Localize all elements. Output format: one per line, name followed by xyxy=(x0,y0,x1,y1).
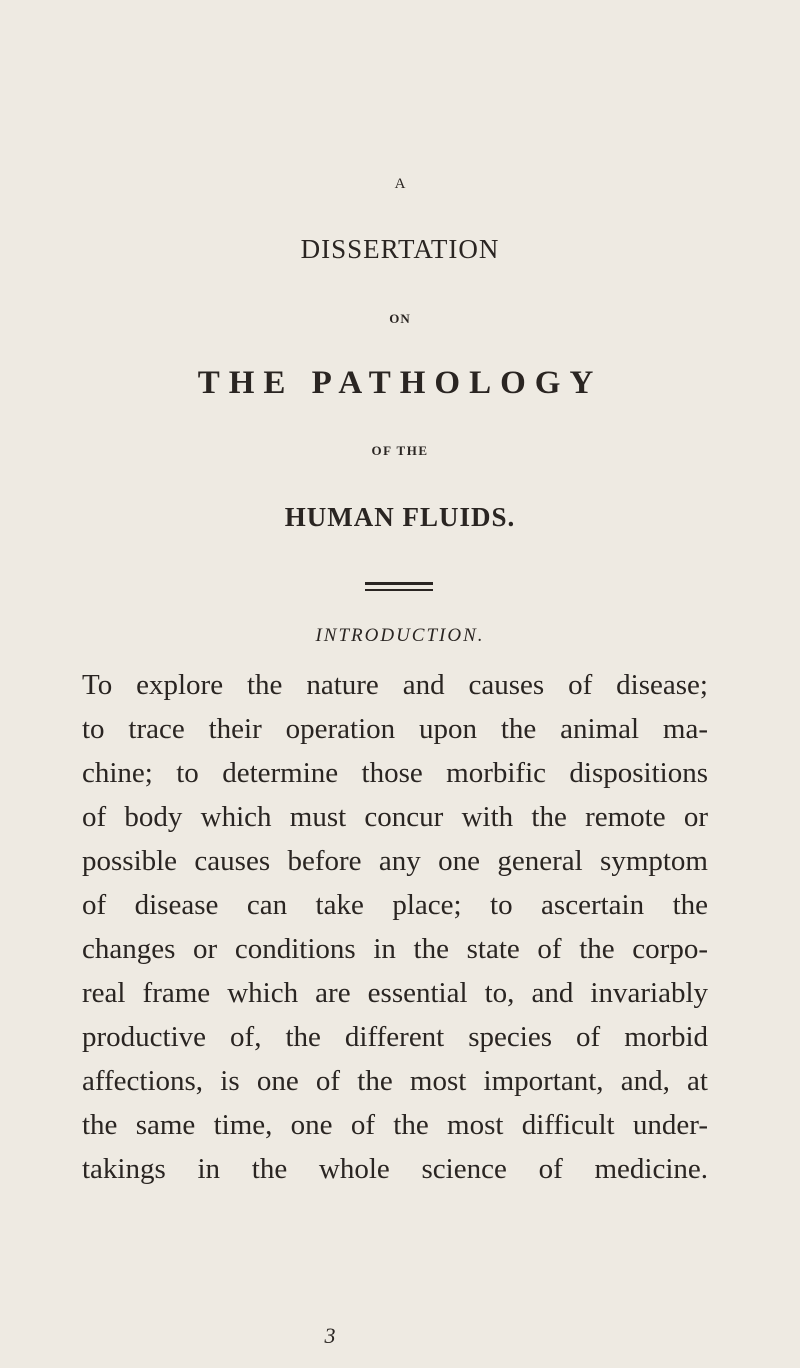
body-line: of body which must concur with the remote or xyxy=(82,801,708,833)
page-number: 3 xyxy=(324,1323,336,1348)
body-line: To explore the nature and causes of disease; xyxy=(82,669,708,701)
section-heading: INTRODUCTION. xyxy=(315,625,485,646)
body-line: real frame which are essential to, and invariably xyxy=(82,977,708,1009)
body-line: the same time, one of the most difficult under- xyxy=(82,1109,708,1141)
title-divider-thick xyxy=(365,582,433,585)
title-article: A xyxy=(394,176,406,192)
title-human-fluids: HUMAN FLUIDS. xyxy=(284,502,516,532)
body-line: changes or conditions in the state of the corpo- xyxy=(82,933,708,965)
body-line: takings in the whole science of medicine. xyxy=(82,1153,708,1185)
body-line: to trace their operation upon the animal ma- xyxy=(82,713,708,745)
title-dissertation: DISSERTATION xyxy=(300,234,500,264)
title-divider-thin xyxy=(365,589,433,591)
title-on: ON xyxy=(389,311,411,326)
body-line: productive of, the different species of morbid xyxy=(82,1021,708,1053)
body-line: chine; to determine those morbific dispositions xyxy=(82,757,708,789)
body-line: possible causes before any one general symptom xyxy=(82,845,708,877)
body-line: of disease can take place; to ascertain the xyxy=(82,889,708,921)
title-of-the: OF THE xyxy=(371,443,429,458)
body-line: affections, is one of the most important, and, at xyxy=(82,1065,708,1097)
title-pathology: THE PATHOLOGY xyxy=(197,365,603,401)
